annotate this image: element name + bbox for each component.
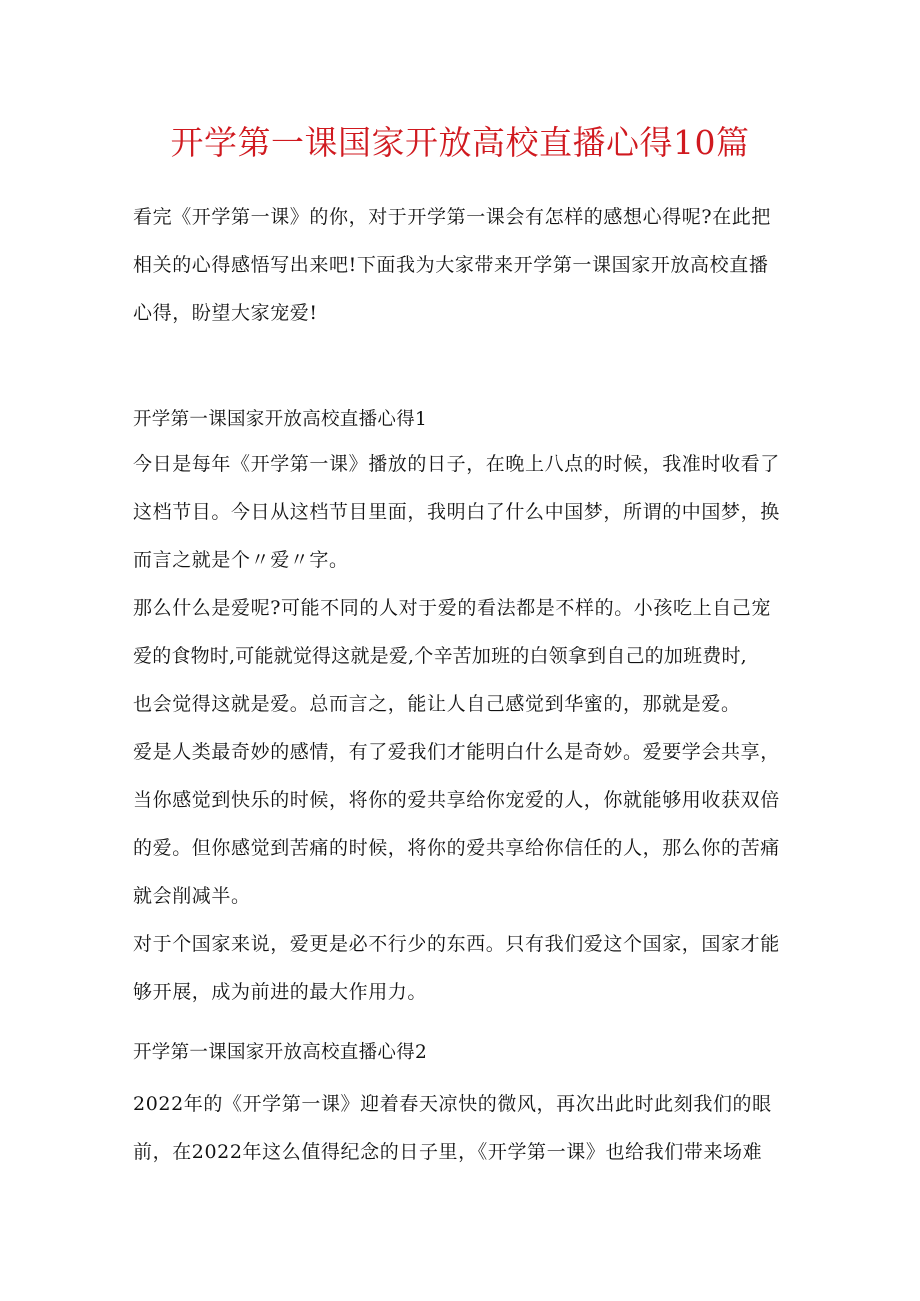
intro-paragraph xyxy=(133,193,805,337)
text-line: 前，在2022年这么值得纪念的日子里，《开学第一课》也给我们带来场难 xyxy=(133,1141,763,1163)
section-heading: 开学第一课国家开放高校直播心得1 xyxy=(133,409,428,430)
text-line: 心得，盼望大家宠爱! xyxy=(133,302,318,324)
paragraph xyxy=(133,1080,805,1176)
text-line: 那么什么是爱呢?可能不同的人对于爱的看法都是不样的。小孩吃上自己宠 xyxy=(133,597,771,619)
text-line: 看完《开学第一课》的你，对于开学第一课会有怎样的感想心得呢?在此把 xyxy=(133,206,771,228)
text-line: 也会觉得这就是爱。总而言之，能让人自己感觉到华蜜的，那就是爱。 xyxy=(133,693,741,715)
section-heading: 开学第一课国家开放高校直播心得2 xyxy=(133,1042,428,1063)
paragraph xyxy=(133,728,805,920)
text-line: 就会削减半。 xyxy=(133,885,251,907)
document-title: 开学第一课国家开放高校直播心得10篇 xyxy=(170,123,750,162)
text-line: 今日是每年《开学第一课》播放的日子，在晚上八点的时候，我准时收看了 xyxy=(133,453,780,475)
text-line: 爱的食物时,可能就觉得这就是爱,个辛苦加班的白领拿到自己的加班费时, xyxy=(133,645,747,667)
text-line: 对于个国家来说，爱更是必不行少的东西。只有我们爱这个国家，国家才能 xyxy=(133,933,780,955)
text-line: 爱是人类最奇妙的感情，有了爱我们才能明白什么是奇妙。爱要学会共享， xyxy=(133,741,780,763)
section-1-body xyxy=(133,440,805,1016)
paragraph xyxy=(133,584,805,728)
section-2-body xyxy=(133,1080,805,1176)
text-line: 够开展，成为前进的最大作用力。 xyxy=(133,981,428,1003)
text-line: 而言之就是个〃爱〃字。 xyxy=(133,549,349,571)
text-line: 相关的心得感悟写出来吧!下面我为大家带来开学第一课国家开放高校直播 xyxy=(133,254,769,276)
paragraph xyxy=(133,920,805,1016)
text-line: 的爱。但你感觉到苦痛的时候，将你的爱共享给你信任的人，那么你的苦痛 xyxy=(133,837,780,859)
text-line: 这档节目。今日从这档节目里面，我明白了什么中国梦，所谓的中国梦，换 xyxy=(133,501,780,523)
text-line: 当你感觉到快乐的时候，将你的爱共享给你宠爱的人，你就能够用收获双倍 xyxy=(133,789,780,811)
text-line: 2022年的《开学第一课》迎着春天凉快的微风，再次出此时此刻我们的眼 xyxy=(133,1093,772,1115)
paragraph xyxy=(133,440,805,584)
